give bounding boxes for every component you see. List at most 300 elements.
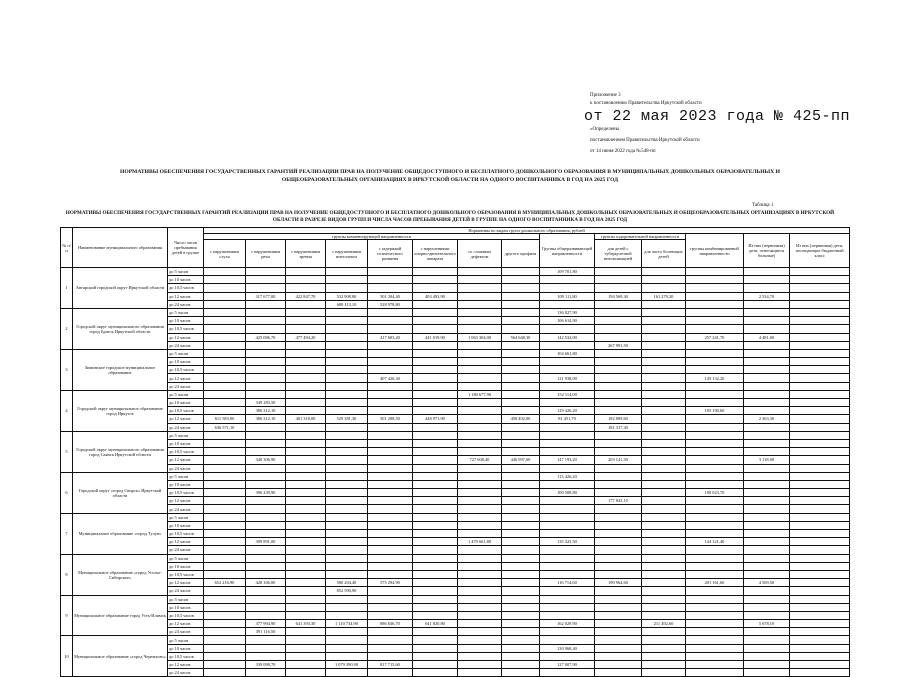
norm-value-cell: [540, 464, 595, 472]
norm-value-cell: [286, 579, 326, 587]
norm-value-cell: 407 426,30: [368, 374, 413, 382]
hours-cell: до 12 часов: [168, 415, 204, 423]
table-row: [61, 603, 850, 611]
norm-value-cell: 190 964,60: [595, 579, 642, 587]
norm-value-cell: [595, 358, 642, 366]
norm-value-cell: 1 470 661,80: [458, 538, 502, 546]
norm-value-cell: [458, 317, 502, 325]
norm-value-cell: [326, 530, 368, 538]
table-row: [61, 530, 850, 538]
norm-value-cell: 142 532,00: [540, 333, 595, 341]
norm-value-cell: [790, 652, 850, 660]
norm-value-cell: [246, 464, 286, 472]
norm-value-cell: [458, 415, 502, 423]
norm-value-cell: [790, 366, 850, 374]
norm-value-cell: [413, 276, 458, 284]
norm-value-cell: [744, 358, 790, 366]
norm-value-cell: [458, 431, 502, 439]
norm-value-cell: [744, 669, 790, 677]
norm-value-cell: [204, 636, 246, 644]
norm-value-cell: [286, 652, 326, 660]
norm-value-cell: [642, 628, 686, 636]
norm-value-cell: [502, 562, 540, 570]
norm-value-cell: [458, 513, 502, 521]
hours-cell: до 12 часов: [168, 661, 204, 669]
norm-value-cell: [246, 562, 286, 570]
norm-value-cell: [595, 530, 642, 538]
norm-value-cell: [595, 439, 642, 447]
norm-value-cell: 5 678,10: [744, 620, 790, 628]
norm-value-cell: [368, 268, 413, 276]
norm-value-cell: [326, 513, 368, 521]
norm-value-cell: [413, 661, 458, 669]
norm-value-cell: [540, 423, 595, 431]
norm-value-cell: [458, 587, 502, 595]
norm-value-cell: [642, 530, 686, 538]
hours-cell: до 10 часов: [168, 480, 204, 488]
norm-value-cell: [642, 513, 686, 521]
table-row: [61, 284, 850, 292]
norm-value-cell: [686, 423, 744, 431]
norm-value-cell: [413, 628, 458, 636]
norm-value-cell: [458, 497, 502, 505]
table-row: [61, 374, 850, 382]
norm-value-cell: [790, 308, 850, 316]
hours-cell: до 10,5 часов: [168, 366, 204, 374]
norm-value-cell: [595, 300, 642, 308]
norm-value-cell: [413, 308, 458, 316]
norm-value-cell: [286, 358, 326, 366]
table-row: [61, 546, 850, 554]
norm-value-cell: [204, 333, 246, 341]
norm-value-cell: [246, 611, 286, 619]
norm-value-cell: 309 891,00: [246, 538, 286, 546]
norm-value-cell: [642, 587, 686, 595]
norm-value-cell: [413, 554, 458, 562]
row-number: 9: [61, 595, 73, 636]
norm-value-cell: 446 997,60: [502, 456, 540, 464]
hours-cell: до 12 часов: [168, 620, 204, 628]
table-row: [61, 407, 850, 415]
norm-value-cell: [502, 497, 540, 505]
norm-value-cell: [458, 489, 502, 497]
norm-value-cell: [540, 521, 595, 529]
norm-value-cell: [790, 374, 850, 382]
norm-value-cell: [368, 595, 413, 603]
norm-value-cell: [204, 480, 246, 488]
norm-value-cell: 501 204,40: [368, 292, 413, 300]
norm-value-cell: [326, 341, 368, 349]
table-row: [61, 480, 850, 488]
norm-value-cell: [502, 464, 540, 472]
norm-value-cell: [413, 513, 458, 521]
norm-value-cell: [790, 530, 850, 538]
norm-value-cell: 1 079 390,90: [326, 661, 368, 669]
norm-value-cell: [413, 570, 458, 578]
hours-cell: до 5 часов: [168, 308, 204, 316]
norm-value-cell: [686, 382, 744, 390]
norm-value-cell: [642, 399, 686, 407]
norm-value-cell: [246, 317, 286, 325]
norm-value-cell: [368, 448, 413, 456]
table-row: [61, 669, 850, 677]
norm-value-cell: [246, 546, 286, 554]
municipality-name: Муниципальное образование «город Усолье-Сибирское»: [73, 554, 168, 595]
hours-cell: до 5 часов: [168, 595, 204, 603]
norm-value-cell: [368, 489, 413, 497]
norm-value-cell: [642, 505, 686, 513]
norm-value-cell: [458, 366, 502, 374]
norm-value-cell: [326, 570, 368, 578]
norm-value-cell: [413, 399, 458, 407]
norm-value-cell: [368, 521, 413, 529]
norm-value-cell: [502, 399, 540, 407]
norm-value-cell: [286, 538, 326, 546]
table-row: [61, 554, 850, 562]
norm-value-cell: [686, 464, 744, 472]
norm-value-cell: [286, 349, 326, 357]
norm-value-cell: [413, 497, 458, 505]
norm-value-cell: [413, 480, 458, 488]
norm-value-cell: [246, 349, 286, 357]
norm-value-cell: [744, 554, 790, 562]
norm-value-cell: [502, 276, 540, 284]
norm-value-cell: [540, 325, 595, 333]
norm-value-cell: [246, 472, 286, 480]
norm-value-cell: [744, 276, 790, 284]
norm-value-cell: [595, 366, 642, 374]
norm-value-cell: [458, 636, 502, 644]
norm-value-cell: 727 608,40: [458, 456, 502, 464]
norm-value-cell: [744, 407, 790, 415]
norm-value-cell: [458, 448, 502, 456]
norm-value-cell: [368, 423, 413, 431]
norm-value-cell: [286, 521, 326, 529]
norm-value-cell: 417 603,20: [368, 333, 413, 341]
norm-value-cell: 817 715,60: [368, 661, 413, 669]
norm-value-cell: [790, 505, 850, 513]
hours-cell: до 5 часов: [168, 431, 204, 439]
norm-value-cell: 2 363,30: [744, 415, 790, 423]
norm-value-cell: [286, 341, 326, 349]
norm-value-cell: [326, 603, 368, 611]
norm-value-cell: [326, 652, 368, 660]
norm-value-cell: [326, 268, 368, 276]
norm-value-cell: [326, 611, 368, 619]
row-number: 1: [61, 268, 73, 309]
norm-value-cell: [458, 652, 502, 660]
hours-cell: до 10,5 часов: [168, 611, 204, 619]
norm-value-cell: [246, 366, 286, 374]
norm-value-cell: 422 847,70: [286, 292, 326, 300]
norm-value-cell: [286, 636, 326, 644]
norm-value-cell: [502, 603, 540, 611]
norm-value-cell: [642, 317, 686, 325]
norm-value-cell: [458, 276, 502, 284]
norm-value-cell: 852 590,90: [326, 587, 368, 595]
norm-value-cell: [595, 562, 642, 570]
norm-value-cell: [246, 570, 286, 578]
norm-value-cell: [790, 661, 850, 669]
norm-value-cell: [326, 349, 368, 357]
norm-value-cell: 391 116,50: [246, 628, 286, 636]
norm-value-cell: [790, 349, 850, 357]
table-row: [61, 497, 850, 505]
table-row: [61, 489, 850, 497]
norm-value-cell: [204, 497, 246, 505]
norm-value-cell: 121 938,00: [540, 374, 595, 382]
norm-value-cell: [286, 595, 326, 603]
norm-value-cell: [286, 423, 326, 431]
norm-value-cell: 2 534,70: [744, 292, 790, 300]
norm-value-cell: [540, 341, 595, 349]
norm-value-cell: [368, 497, 413, 505]
norm-value-cell: [744, 374, 790, 382]
norm-value-cell: [286, 366, 326, 374]
norm-value-cell: [246, 587, 286, 595]
norm-value-cell: [326, 448, 368, 456]
norm-value-cell: 529 381,30: [326, 415, 368, 423]
norm-value-cell: [595, 628, 642, 636]
norm-value-cell: [686, 480, 744, 488]
norm-value-cell: [790, 439, 850, 447]
norm-value-cell: [686, 595, 744, 603]
norm-value-cell: [246, 521, 286, 529]
norm-value-cell: 147 193,20: [540, 456, 595, 464]
norm-value-cell: [744, 587, 790, 595]
norm-value-cell: [686, 268, 744, 276]
row-number: 8: [61, 554, 73, 595]
norm-value-cell: 194 569,30: [595, 292, 642, 300]
col-header-6: с нарушениями опорно-двигательного аппарата: [413, 240, 458, 268]
norm-value-cell: [744, 399, 790, 407]
hours-cell: до 10,5 часов: [168, 489, 204, 497]
norm-value-cell: 201 161,60: [686, 579, 744, 587]
norm-value-cell: 401 318,00: [286, 415, 326, 423]
table-row: [61, 464, 850, 472]
norm-value-cell: [744, 349, 790, 357]
col-header-14: Из них (первичная) дети, посещающие бюджетный класс: [790, 234, 850, 268]
norm-value-cell: [744, 439, 790, 447]
norm-value-cell: 564 648,30: [502, 333, 540, 341]
norm-value-cell: [595, 374, 642, 382]
norm-value-cell: [642, 423, 686, 431]
norm-value-cell: [595, 325, 642, 333]
norm-value-cell: 81 451,70: [540, 415, 595, 423]
norm-value-cell: [368, 587, 413, 595]
norm-value-cell: [458, 480, 502, 488]
norm-value-cell: [458, 284, 502, 292]
norm-value-cell: [204, 431, 246, 439]
norm-value-cell: [502, 341, 540, 349]
norm-value-cell: [790, 636, 850, 644]
table-row: [61, 562, 850, 570]
norm-value-cell: [790, 480, 850, 488]
norm-value-cell: [458, 308, 502, 316]
norm-value-cell: [413, 472, 458, 480]
norm-value-cell: [790, 489, 850, 497]
num-header: № п/п: [61, 228, 73, 268]
norm-value-cell: [790, 521, 850, 529]
norm-value-cell: [642, 546, 686, 554]
norm-value-cell: [326, 464, 368, 472]
norm-value-cell: 211 492,60: [642, 620, 686, 628]
norm-value-cell: [686, 513, 744, 521]
norm-value-cell: [246, 341, 286, 349]
norm-value-cell: [790, 587, 850, 595]
norm-value-cell: [246, 439, 286, 447]
norm-value-cell: [790, 268, 850, 276]
table-row: [61, 358, 850, 366]
norm-value-cell: [686, 276, 744, 284]
hours-cell: до 5 часов: [168, 349, 204, 357]
norm-value-cell: [246, 530, 286, 538]
norm-value-cell: [790, 562, 850, 570]
norm-value-cell: [286, 628, 326, 636]
norm-value-cell: [790, 611, 850, 619]
norm-value-cell: [458, 341, 502, 349]
norm-value-cell: [744, 472, 790, 480]
table-row: [61, 636, 850, 644]
col-header-10: для детей с туберкулезной интоксикацией: [595, 240, 642, 268]
norm-value-cell: 257 241,70: [686, 333, 744, 341]
norm-value-cell: [595, 669, 642, 677]
norm-value-cell: [368, 611, 413, 619]
norm-value-cell: [540, 358, 595, 366]
norm-value-cell: [642, 349, 686, 357]
norm-value-cell: [595, 570, 642, 578]
norm-value-cell: 317 677,00: [246, 292, 286, 300]
table-row: [61, 644, 850, 652]
norm-value-cell: [502, 530, 540, 538]
norm-value-cell: [686, 456, 744, 464]
norm-value-cell: [540, 439, 595, 447]
norm-value-cell: [642, 464, 686, 472]
norm-value-cell: [246, 431, 286, 439]
norm-value-cell: [286, 480, 326, 488]
norm-value-cell: [540, 628, 595, 636]
norm-value-cell: [368, 480, 413, 488]
norm-value-cell: [458, 358, 502, 366]
table-row: [61, 423, 850, 431]
norm-value-cell: [413, 521, 458, 529]
norm-value-cell: [502, 644, 540, 652]
norm-value-cell: [642, 333, 686, 341]
row-number: 10: [61, 636, 73, 677]
norm-value-cell: [595, 538, 642, 546]
norm-value-cell: 448 971,90: [413, 415, 458, 423]
norm-value-cell: [413, 636, 458, 644]
table-row: [61, 341, 850, 349]
norm-value-cell: 600 113,10: [326, 300, 368, 308]
norm-value-cell: [458, 382, 502, 390]
norm-value-cell: [326, 521, 368, 529]
municipality-name: Муниципальное образование «город Черемхово»: [73, 636, 168, 677]
norm-value-cell: [642, 390, 686, 398]
row-number: 2: [61, 308, 73, 349]
norm-value-cell: [286, 390, 326, 398]
norm-value-cell: [595, 505, 642, 513]
norm-value-cell: [790, 399, 850, 407]
norm-value-cell: 441 019,90: [413, 333, 458, 341]
norm-value-cell: [286, 497, 326, 505]
norm-value-cell: [204, 382, 246, 390]
municipality-name: Зиминское городское муниципальное образование: [73, 349, 168, 390]
norm-value-cell: [642, 472, 686, 480]
norm-value-cell: [326, 423, 368, 431]
norm-value-cell: [540, 546, 595, 554]
norm-value-cell: [790, 448, 850, 456]
norm-value-cell: [642, 448, 686, 456]
norm-value-cell: [595, 587, 642, 595]
norm-value-cell: [744, 603, 790, 611]
norm-value-cell: [595, 554, 642, 562]
norm-value-cell: 1 180 677,90: [458, 390, 502, 398]
norm-value-cell: [595, 652, 642, 660]
norm-value-cell: [368, 317, 413, 325]
norm-value-cell: [642, 595, 686, 603]
norm-value-cell: [368, 636, 413, 644]
norm-value-cell: [744, 644, 790, 652]
hours-cell: до 24 часов: [168, 300, 204, 308]
norm-value-cell: [326, 407, 368, 415]
norm-value-cell: [204, 603, 246, 611]
norm-value-cell: [204, 472, 246, 480]
norm-value-cell: [368, 513, 413, 521]
norm-value-cell: [286, 530, 326, 538]
norm-value-cell: [286, 325, 326, 333]
hours-cell: до 10,5 часов: [168, 448, 204, 456]
norm-value-cell: [686, 603, 744, 611]
norm-value-cell: [368, 472, 413, 480]
norm-value-cell: [458, 611, 502, 619]
norm-value-cell: [413, 669, 458, 677]
norm-value-cell: [642, 521, 686, 529]
norm-value-cell: [368, 284, 413, 292]
table-row: [61, 317, 850, 325]
norm-value-cell: [540, 587, 595, 595]
norm-value-cell: [642, 284, 686, 292]
norm-value-cell: [686, 587, 744, 595]
health-group-header: группы оздоровительной направленности: [595, 234, 686, 240]
norm-value-cell: [686, 415, 744, 423]
norm-value-cell: [413, 341, 458, 349]
norm-value-cell: [458, 300, 502, 308]
norm-value-cell: [458, 349, 502, 357]
table-row: [61, 472, 850, 480]
norm-value-cell: [413, 423, 458, 431]
norm-value-cell: [744, 448, 790, 456]
norm-value-cell: [744, 423, 790, 431]
norm-value-cell: [458, 554, 502, 562]
norm-value-cell: [502, 661, 540, 669]
row-number: 6: [61, 472, 73, 513]
hours-cell: до 10,5 часов: [168, 652, 204, 660]
norm-value-cell: [595, 431, 642, 439]
norm-value-cell: [204, 538, 246, 546]
norm-value-cell: [286, 546, 326, 554]
table-row: [61, 333, 850, 341]
norm-value-cell: [286, 284, 326, 292]
norm-value-cell: [642, 366, 686, 374]
norm-value-cell: [326, 399, 368, 407]
norm-value-cell: [686, 308, 744, 316]
norm-value-cell: [204, 456, 246, 464]
table-row: [61, 439, 850, 447]
norm-value-cell: [790, 554, 850, 562]
norm-value-cell: [458, 325, 502, 333]
norm-value-cell: [595, 448, 642, 456]
